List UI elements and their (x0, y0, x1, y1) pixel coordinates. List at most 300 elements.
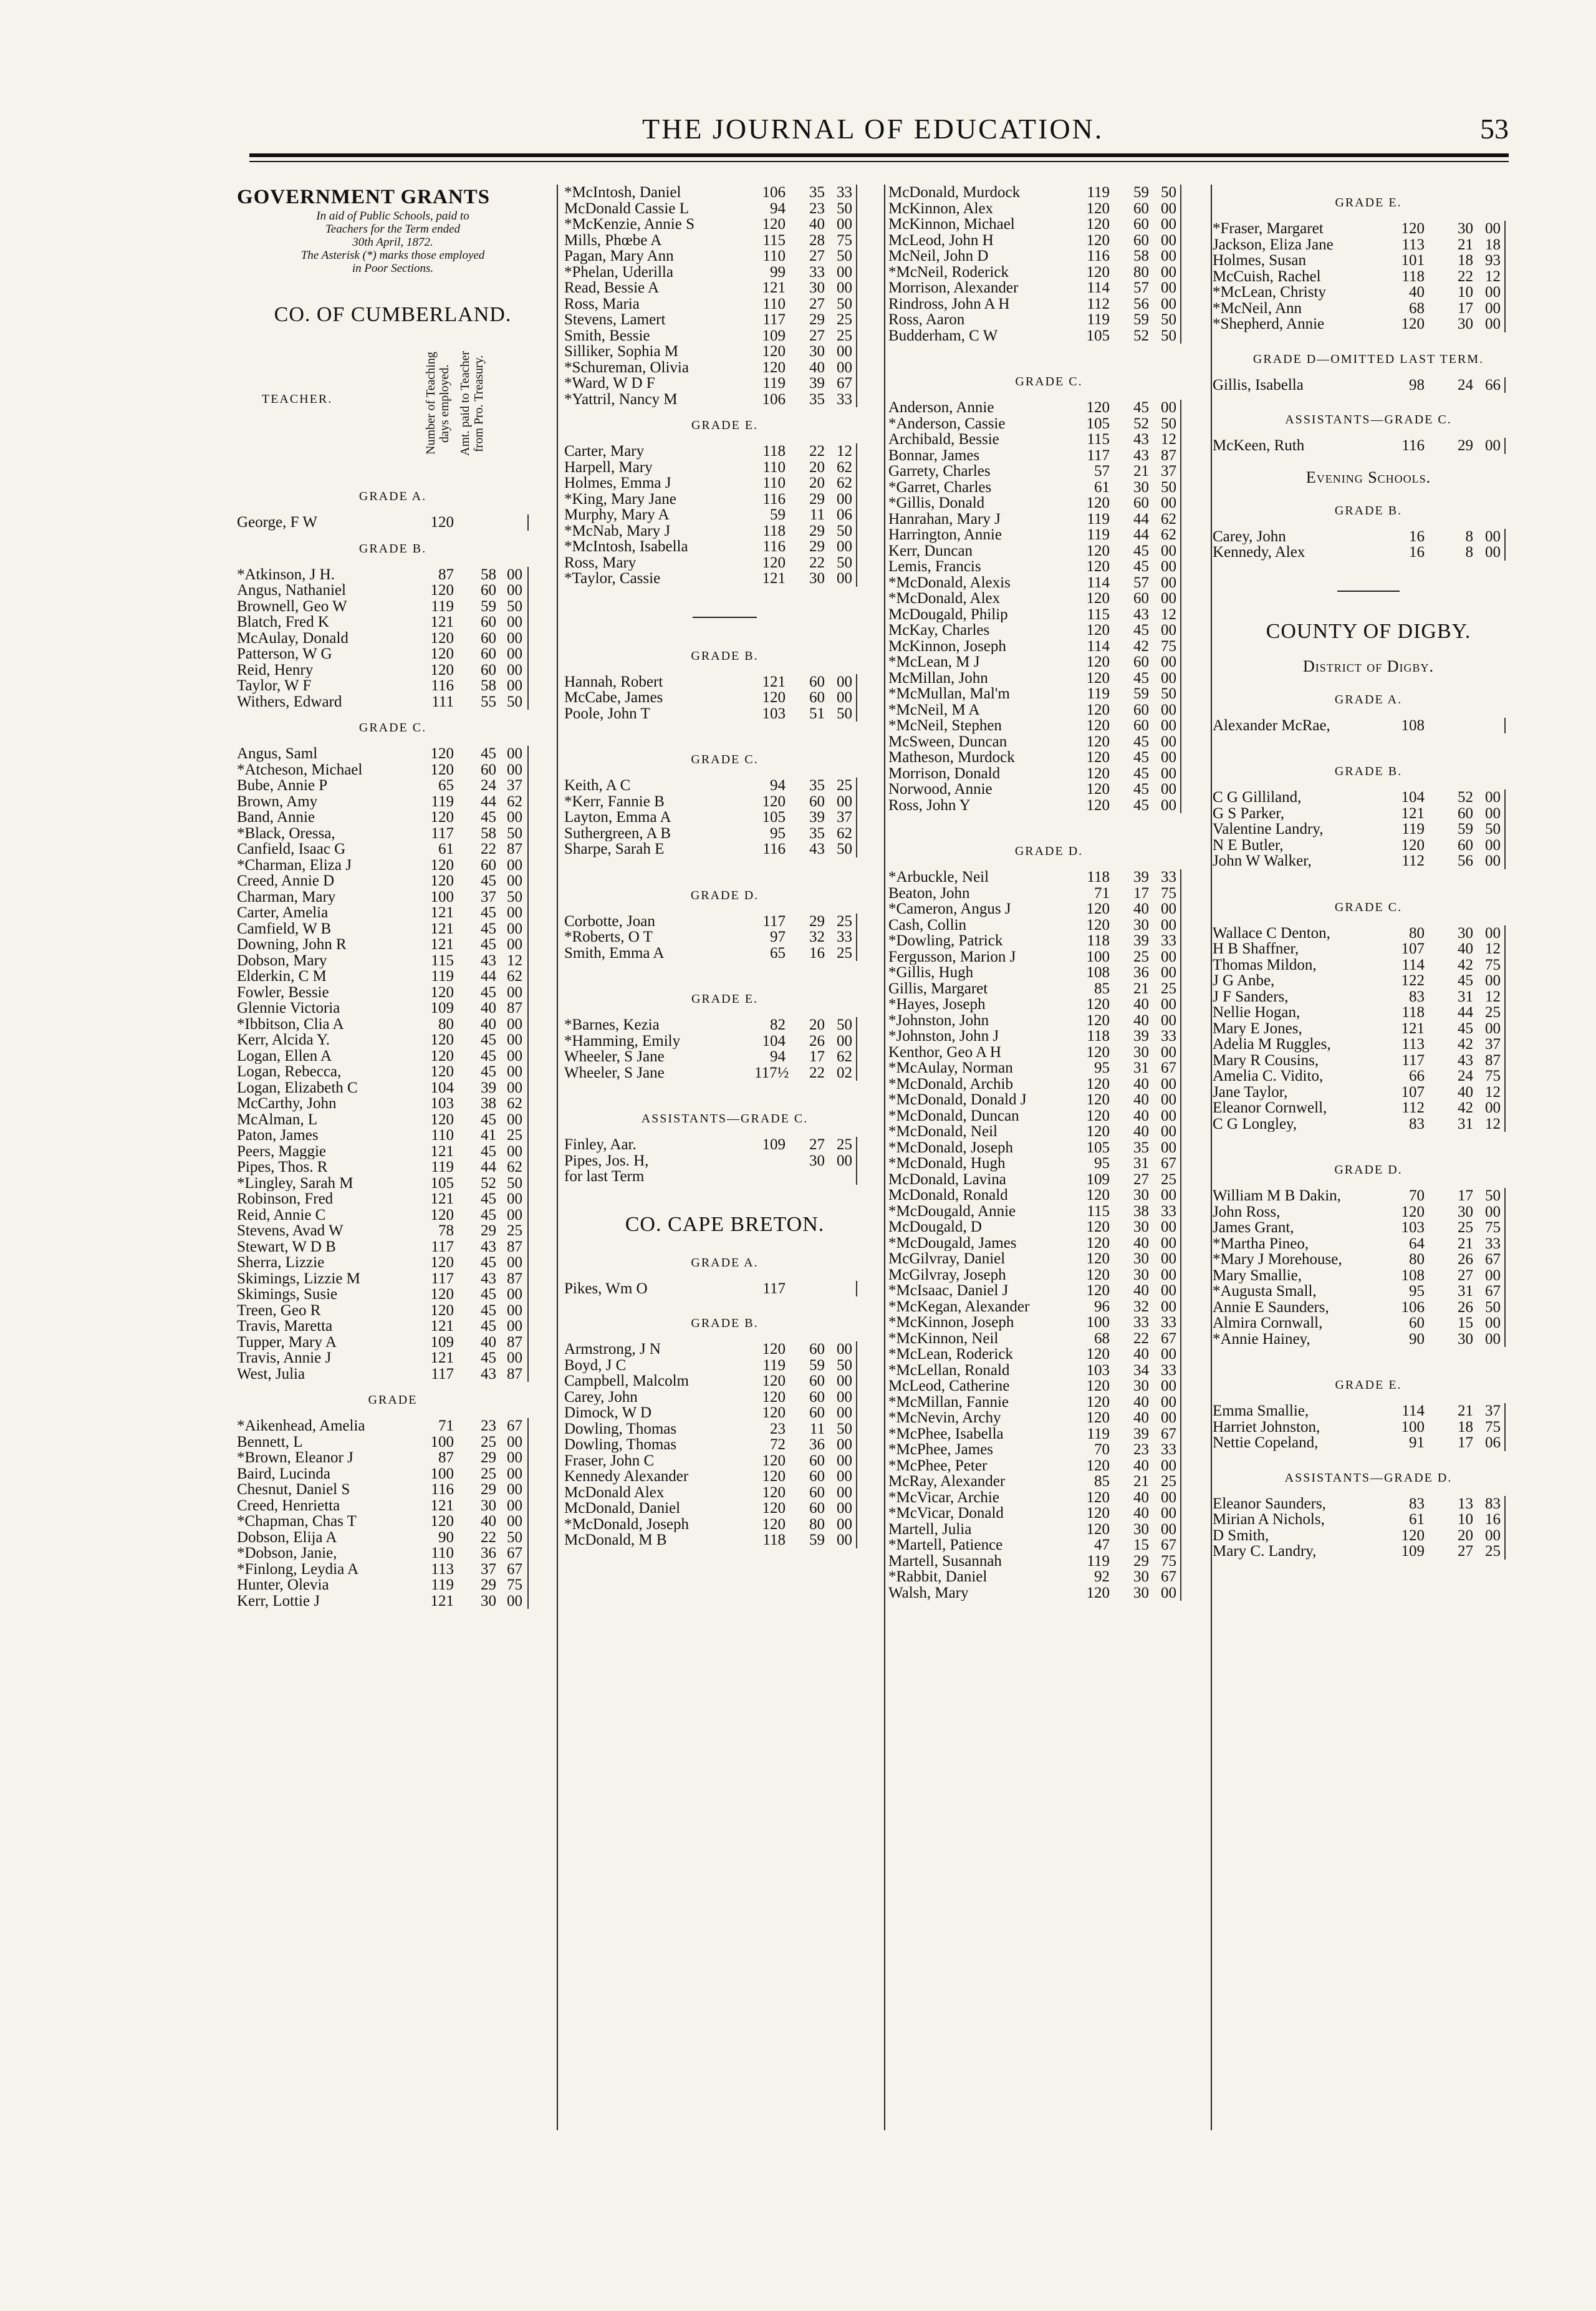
cents-rule (1180, 448, 1181, 464)
table-row (237, 841, 549, 857)
cents-value: 33 (837, 929, 852, 945)
teacher-name: *Atkinson, J H. (237, 566, 335, 582)
days-value: 122 (1401, 972, 1425, 989)
table-row (888, 216, 1209, 233)
cents-value: 00 (1161, 1075, 1176, 1093)
dollars-value: 31 (1458, 988, 1473, 1005)
days-value: 105 (430, 1174, 454, 1192)
table-row (564, 674, 885, 690)
spacer (1213, 1132, 1524, 1152)
cents-rule (856, 360, 857, 376)
table-row (564, 1469, 885, 1485)
cents-rule (527, 889, 529, 905)
days-value: 100 (430, 888, 454, 905)
cents-value: 87 (507, 1333, 522, 1351)
dollars-value: 30 (481, 1497, 496, 1514)
cents-rule (527, 826, 529, 842)
cents-rule (527, 1112, 529, 1128)
dollars-value: 42 (1133, 637, 1149, 655)
teacher-name: Adelia M Ruggles, (1213, 1036, 1331, 1053)
cents-value: 00 (837, 1468, 852, 1485)
cents-value: 00 (1161, 1234, 1176, 1252)
days-value: 95 (1094, 1155, 1110, 1172)
cents-value: 00 (1161, 1218, 1176, 1235)
dollars-value: 11 (809, 1420, 825, 1437)
days-value: 61 (1409, 1511, 1425, 1528)
dollars-value: 45 (481, 1047, 496, 1064)
cents-value: 33 (1161, 932, 1176, 949)
days-value: 95 (1094, 1059, 1110, 1076)
days-value: 121 (430, 936, 454, 953)
table-row (1213, 1236, 1524, 1252)
table-row (888, 1537, 1209, 1553)
cents-rule (1504, 1331, 1506, 1348)
teacher-name: *McIntosh, Isabella (564, 539, 688, 555)
cents-value: 00 (1161, 1107, 1176, 1124)
cents-rule (856, 375, 857, 392)
dollars-value: 56 (1133, 295, 1149, 312)
dollars-value: 17 (1458, 1434, 1473, 1451)
cents-value: 37 (1161, 463, 1176, 480)
days-value: 120 (1086, 733, 1110, 750)
table-row (564, 491, 885, 508)
cents-rule (1180, 996, 1181, 1013)
teacher-name: Paton, James (237, 1127, 319, 1144)
cents-rule (1180, 1045, 1181, 1061)
teacher-name: *Ward, W D F (564, 375, 655, 392)
teacher-name: Sharpe, Sarah E (564, 841, 665, 857)
days-value: 120 (762, 793, 786, 810)
cents-rule (856, 778, 857, 794)
cents-rule (856, 674, 857, 690)
column-4 (1213, 185, 1524, 2130)
teacher-name: *Hayes, Joseph (888, 996, 986, 1013)
cents-value: 00 (837, 263, 852, 281)
cents-value: 25 (837, 944, 852, 962)
table-row (888, 296, 1209, 312)
cents-value: 00 (1485, 284, 1501, 301)
cents-value: 00 (1161, 295, 1176, 312)
cents-value: 00 (1485, 924, 1501, 942)
teacher-name: Travis, Maretta (237, 1318, 333, 1334)
table-row (237, 968, 549, 985)
table-row (564, 1341, 885, 1358)
teacher-name: Logan, Rebecca, (237, 1064, 342, 1080)
dollars-value: 24 (1458, 1068, 1473, 1084)
cents-rule (527, 1032, 529, 1048)
days-value: 120 (1086, 1520, 1110, 1538)
dollars-value: 40 (481, 1000, 496, 1016)
dollars-value: 56 (1458, 852, 1473, 869)
cents-rule (1180, 1156, 1181, 1172)
table-row (1213, 925, 1524, 942)
teacher-column-label: TEACHER. (262, 392, 333, 406)
page-number: 53 (1480, 113, 1509, 145)
cents-rule (1180, 559, 1181, 575)
teacher-name: *McNeil, M A (888, 702, 980, 718)
days-value: 70 (1094, 1441, 1110, 1458)
days-value: 95 (770, 824, 786, 842)
cents-value: 00 (507, 856, 522, 874)
table-row (888, 1219, 1209, 1235)
table-row (237, 646, 549, 662)
days-value: 120 (430, 1047, 454, 1064)
cents-value: 67 (1161, 1425, 1176, 1442)
cents-rule (1180, 400, 1181, 416)
cents-value: 12 (1485, 940, 1501, 957)
dollars-value: 51 (809, 705, 825, 722)
cents-rule (856, 1437, 857, 1453)
days-value: 60 (1409, 1315, 1425, 1331)
cents-rule (1180, 1092, 1181, 1108)
teacher-name: Boyd, J C (564, 1357, 627, 1373)
cents-value: 00 (507, 1047, 522, 1064)
cents-rule (527, 1434, 529, 1450)
teacher-name: N E Butler, (1213, 837, 1284, 853)
days-value: 82 (770, 1016, 786, 1033)
table-row (237, 1286, 549, 1303)
table-row (564, 201, 885, 217)
table-row (564, 1532, 885, 1548)
teacher-name: McAulay, Donald (237, 630, 349, 646)
cents-value: 25 (837, 311, 852, 328)
table-row (564, 841, 885, 857)
days-value: 90 (438, 1528, 454, 1546)
dollars-value: 60 (481, 661, 496, 678)
teacher-name: Holmes, Emma J (564, 475, 671, 491)
days-value: 103 (1086, 1361, 1110, 1379)
dollars-value: 40 (809, 216, 825, 233)
teacher-name: Travis, Annie J (237, 1350, 332, 1366)
teacher-name: Dimock, W D (564, 1405, 652, 1421)
cents-rule (1504, 301, 1506, 317)
cents-rule (856, 1281, 857, 1297)
days-value: 117 (431, 824, 454, 842)
table-row (564, 375, 885, 392)
table-row (237, 1127, 549, 1144)
cents-rule (527, 1144, 529, 1160)
teacher-name: D Smith, (1213, 1527, 1269, 1543)
dollars-value: 45 (1133, 669, 1149, 687)
teacher-name: Blatch, Fred K (237, 614, 329, 630)
table-row (888, 1013, 1209, 1029)
table-row (237, 1239, 549, 1255)
teacher-name: Kerr, Duncan (888, 543, 973, 559)
teacher-name: *McNab, Mary J (564, 523, 671, 539)
dollars-value: 34 (1133, 1361, 1149, 1379)
dollars-value: 30 (1133, 1584, 1149, 1601)
dollars-value: 45 (1133, 622, 1149, 639)
table-row (888, 1331, 1209, 1347)
days-value: 120 (1086, 1346, 1110, 1363)
county-heading: CO. OF CUMBERLAND. (274, 303, 512, 326)
cents-rule (527, 1271, 529, 1287)
cents-value: 00 (1161, 1011, 1176, 1029)
table-row (1213, 1116, 1524, 1132)
table-row (237, 1096, 549, 1112)
table-row (237, 1513, 549, 1530)
table-row (1213, 1512, 1524, 1528)
dollars-value: 27 (1458, 1266, 1473, 1284)
dollars-value: 45 (481, 1063, 496, 1080)
days-value: 16 (1409, 528, 1425, 545)
teacher-name: H B Shaffner, (1213, 941, 1299, 957)
dollars-value: 23 (809, 200, 825, 217)
days-value: 119 (1401, 821, 1425, 837)
days-value: 120 (1086, 1187, 1110, 1204)
table-row (237, 1016, 549, 1033)
table-row (237, 1207, 549, 1223)
teacher-name: Ross, Aaron (888, 312, 965, 328)
teacher-name: McDonald, M B (564, 1532, 667, 1548)
days-value: 121 (430, 1592, 454, 1609)
spacer (888, 344, 1209, 364)
dollars-value: 36 (809, 1436, 825, 1453)
table-row (888, 1108, 1209, 1124)
dollars-value: 29 (1133, 1552, 1149, 1570)
days-value: 120 (1086, 263, 1110, 281)
days-value: 119 (1087, 184, 1110, 201)
dollars-value: 58 (481, 824, 496, 842)
cents-value: 67 (1161, 1155, 1176, 1172)
cents-value: 25 (1485, 1004, 1501, 1021)
cents-value: 00 (507, 1465, 522, 1482)
days-value: 120 (762, 1515, 786, 1533)
cents-value: 62 (507, 793, 522, 810)
teacher-name: Glennie Victoria (237, 1000, 340, 1016)
cents-rule (1504, 821, 1506, 837)
teacher-name: *McMullan, Mal'm (888, 686, 1010, 702)
cents-value: 75 (1161, 1552, 1176, 1570)
teacher-name: G S Parker, (1213, 805, 1284, 821)
dollars-value: 13 (1458, 1495, 1473, 1512)
cents-rule (527, 746, 529, 762)
dollars-value: 60 (1133, 216, 1149, 233)
days-value: 117 (762, 1280, 786, 1297)
dollars-value: 44 (481, 968, 496, 985)
days-value: 119 (431, 1159, 454, 1175)
county-heading: CO. CAPE BRETON. (625, 1212, 825, 1236)
teacher-name: *McDougald, James (888, 1235, 1017, 1251)
days-value: 114 (1087, 574, 1110, 591)
table-row (1213, 989, 1524, 1005)
table-row (888, 607, 1209, 623)
table-row (237, 1144, 549, 1160)
teacher-name: McAlman, L (237, 1111, 318, 1127)
cents-rule (1180, 1204, 1181, 1220)
teacher-name: Archibald, Bessie (888, 432, 999, 448)
days-value: 120 (1086, 1075, 1110, 1093)
days-value: 120 (1086, 495, 1110, 511)
dollars-value: 60 (481, 856, 496, 874)
cents-value: 00 (1161, 279, 1176, 296)
cents-rule (856, 1453, 857, 1469)
teacher-name: *McDonald, Joseph (564, 1516, 689, 1532)
teacher-name: Carter, Amelia (237, 905, 329, 921)
dollars-value: 18 (1458, 1418, 1473, 1435)
cents-rule (1180, 1124, 1181, 1140)
cents-rule (1180, 1553, 1181, 1570)
table-row (237, 1450, 549, 1466)
teacher-name: *Martell, Patience (888, 1537, 1003, 1553)
teacher-name: Mary C. Landry, (1213, 1543, 1317, 1560)
days-value: 117 (431, 1270, 454, 1287)
teacher-name: Robinson, Fred (237, 1191, 334, 1207)
cents-rule (527, 1255, 529, 1271)
days-value: 120 (1086, 717, 1110, 734)
cents-value: 00 (837, 1032, 852, 1049)
teacher-name: J F Sanders, (1213, 988, 1289, 1005)
cents-value: 62 (507, 1095, 522, 1112)
cents-value: 00 (1161, 733, 1176, 750)
days-value: 92 (1094, 1568, 1110, 1585)
cents-value: 00 (837, 359, 852, 376)
cents-rule (1504, 1036, 1506, 1053)
cents-value: 50 (507, 693, 522, 710)
cents-value: 50 (507, 1528, 522, 1546)
table-row (564, 1437, 885, 1453)
cents-rule (527, 1334, 529, 1351)
cents-rule (527, 1064, 529, 1080)
days-value: 109 (430, 1000, 454, 1016)
dollars-value: 38 (481, 1095, 496, 1112)
teacher-name: Treen, Geo R (237, 1302, 321, 1318)
cents-value: 00 (837, 1404, 852, 1421)
table-row (1213, 377, 1524, 393)
days-value: 120 (1086, 216, 1110, 233)
cents-value: 50 (507, 1174, 522, 1192)
table-row (888, 1569, 1209, 1585)
cents-rule (1504, 1543, 1506, 1560)
days-value: 66 (1409, 1068, 1425, 1084)
dollars-value: 43 (481, 1270, 496, 1287)
section-rule (1213, 578, 1524, 603)
teacher-name: *McPhee, Isabella (888, 1426, 1004, 1442)
grade-heading: GRADE B. (691, 1316, 759, 1330)
cents-rule (527, 794, 529, 810)
dollars-value: 40 (1133, 1457, 1149, 1474)
dollars-value: 60 (809, 1373, 825, 1389)
cents-rule (856, 460, 857, 476)
dollars-value: 40 (1133, 1091, 1149, 1108)
cents-value: 00 (507, 1286, 522, 1303)
dollars-value: 80 (1133, 263, 1149, 281)
table-row (888, 248, 1209, 264)
dollars-value: 30 (1133, 916, 1149, 934)
cents-rule (1180, 622, 1181, 639)
cents-rule (527, 1482, 529, 1498)
days-value: 108 (1086, 964, 1110, 981)
table-row (1213, 221, 1524, 237)
teacher-name: Walsh, Mary (888, 1585, 969, 1601)
teacher-name: *McMillan, Fannie (888, 1394, 1009, 1410)
cents-rule (1180, 1172, 1181, 1188)
cents-value: 00 (507, 1063, 522, 1080)
dollars-value: 40 (481, 1015, 496, 1033)
journal-title: THE JOURNAL OF EDUCATION. (642, 113, 1104, 145)
table-row (564, 1033, 885, 1049)
teacher-name: for last Term (564, 1169, 645, 1185)
cents-value: 00 (507, 1015, 522, 1033)
cents-rule (527, 1466, 529, 1482)
cents-rule (527, 582, 529, 599)
cents-value: 00 (507, 1318, 522, 1334)
cents-rule (527, 1048, 529, 1064)
days-value: 120 (430, 1111, 454, 1128)
cents-value: 12 (507, 952, 522, 969)
teacher-name: *Augusta Small, (1213, 1283, 1317, 1300)
dollars-value: 25 (1458, 1219, 1473, 1236)
dollars-value: 17 (1133, 884, 1149, 902)
teacher-name: Stewart, W D B (237, 1238, 336, 1255)
days-value: 120 (1086, 1409, 1110, 1426)
teacher-name: Bennett, L (237, 1434, 303, 1450)
table-row (888, 1410, 1209, 1426)
dollars-value: 38 (1133, 1202, 1149, 1220)
days-value: 121 (762, 673, 786, 690)
cents-value: 67 (1485, 1251, 1501, 1268)
teacher-name: Dowling, Thomas (564, 1421, 677, 1437)
cents-rule (1504, 1435, 1506, 1451)
dollars-value: 29 (809, 538, 825, 555)
days-value: 108 (1401, 1266, 1425, 1284)
cents-rule (1504, 1252, 1506, 1268)
cents-value: 00 (1485, 1330, 1501, 1348)
spacer (237, 275, 549, 295)
cents-value: 00 (837, 1373, 852, 1389)
cents-value: 00 (507, 645, 522, 662)
days-value: 120 (1086, 231, 1110, 249)
table-row (888, 185, 1209, 201)
dollars-value: 60 (809, 1388, 825, 1406)
dollars-value: 8 (1465, 544, 1473, 561)
days-value: 109 (1086, 1170, 1110, 1188)
dollars-value: 21 (1458, 236, 1473, 253)
teacher-name: Smith, Bessie (564, 327, 650, 344)
days-value: 115 (1087, 1202, 1110, 1220)
cents-value: 67 (507, 1545, 522, 1561)
table-row (1213, 316, 1524, 332)
days-value: 120 (430, 1286, 454, 1303)
teacher-name: *McPhee, James (888, 1442, 994, 1458)
table-row (1213, 973, 1524, 989)
cents-rule (1180, 734, 1181, 750)
teacher-name: Canfield, Isaac G (237, 841, 346, 857)
table-row (237, 1350, 549, 1366)
cents-value: 00 (507, 761, 522, 778)
dollars-value: 24 (481, 777, 496, 794)
dollars-value: 45 (481, 936, 496, 953)
teacher-name: *McDougald, Annie (888, 1203, 1016, 1219)
table-row (564, 809, 885, 826)
days-value: 120 (762, 343, 786, 360)
cents-rule (856, 1469, 857, 1485)
teacher-name: *Fraser, Margaret (1213, 221, 1324, 237)
cents-value: 00 (1161, 1187, 1176, 1204)
teacher-name: *Johnston, John (888, 1012, 989, 1028)
table-row (564, 216, 885, 233)
cents-value: 00 (837, 538, 852, 555)
cents-value: 00 (1161, 1250, 1176, 1267)
teacher-name: Kerr, Alcida Y. (237, 1032, 330, 1048)
cents-rule (1180, 1537, 1181, 1553)
table-row (237, 614, 549, 630)
table-row (1213, 821, 1524, 837)
cents-value: 75 (1485, 1418, 1501, 1435)
cents-value: 00 (1485, 789, 1501, 806)
table-row (1213, 1283, 1524, 1300)
days-value: 120 (1086, 1011, 1110, 1029)
